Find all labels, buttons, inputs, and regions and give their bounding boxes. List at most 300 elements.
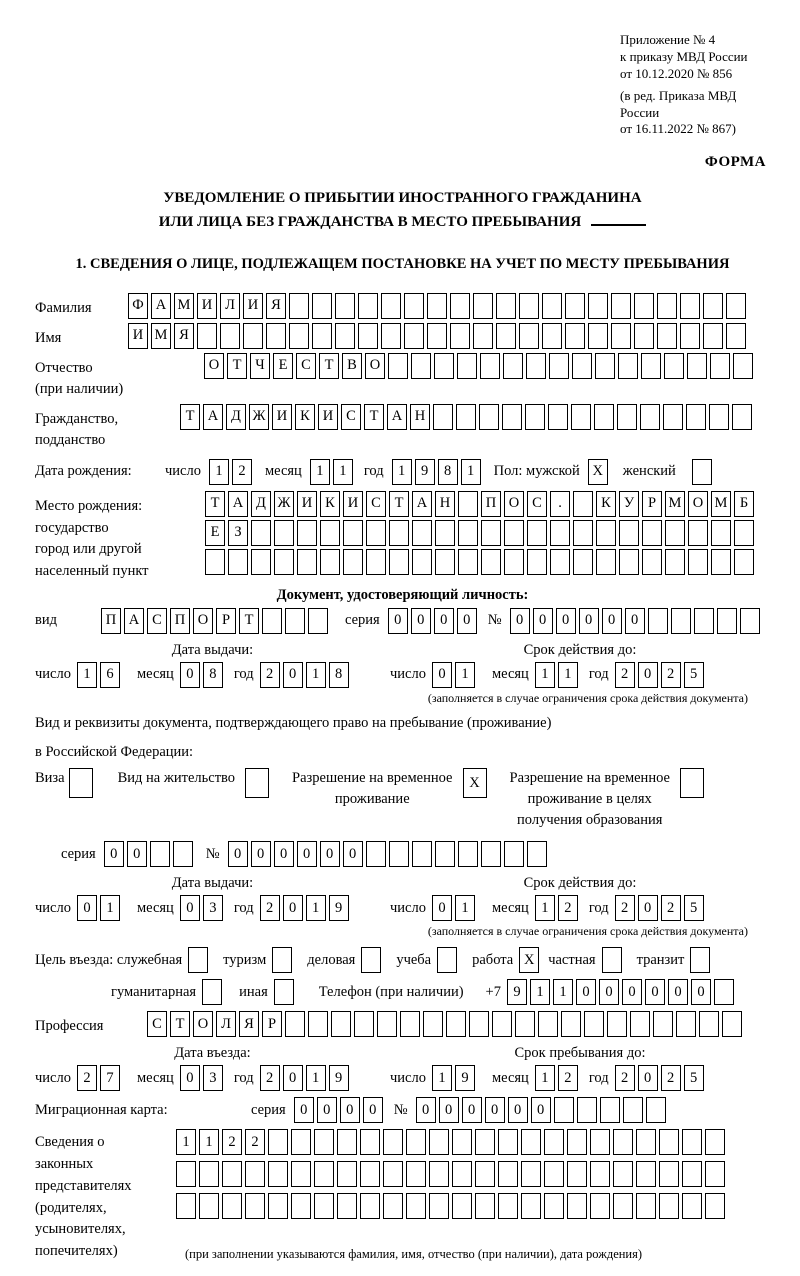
cell[interactable] xyxy=(665,549,685,575)
cell[interactable] xyxy=(600,1097,620,1123)
cell[interactable] xyxy=(611,293,631,319)
cell[interactable]: 0 xyxy=(622,979,642,1005)
cell[interactable]: 1 xyxy=(100,895,120,921)
res-valid-month-input[interactable] xyxy=(535,895,581,921)
cell[interactable]: И xyxy=(318,404,338,430)
cell[interactable] xyxy=(682,1129,702,1155)
cell[interactable]: 2 xyxy=(661,662,681,688)
cell[interactable] xyxy=(571,404,591,430)
cell[interactable]: И xyxy=(272,404,292,430)
cell[interactable]: М xyxy=(174,293,194,319)
cell[interactable]: Р xyxy=(216,608,236,634)
cell[interactable]: 2 xyxy=(232,459,252,485)
cell[interactable]: 9 xyxy=(507,979,527,1005)
cell[interactable] xyxy=(268,1129,288,1155)
cell[interactable] xyxy=(331,1011,351,1037)
cell[interactable]: Б xyxy=(734,491,754,517)
cell[interactable]: 0 xyxy=(668,979,688,1005)
res-number-input[interactable] xyxy=(228,841,550,867)
cell[interactable] xyxy=(636,1161,656,1187)
cell[interactable] xyxy=(343,549,363,575)
cell[interactable]: 0 xyxy=(485,1097,505,1123)
cell[interactable]: 0 xyxy=(251,841,271,867)
cell[interactable]: 0 xyxy=(320,841,340,867)
cell[interactable] xyxy=(435,549,455,575)
cell[interactable] xyxy=(618,353,638,379)
cell[interactable] xyxy=(220,323,240,349)
cell[interactable] xyxy=(452,1161,472,1187)
cell[interactable]: С xyxy=(296,353,316,379)
cell[interactable] xyxy=(360,1129,380,1155)
cell[interactable]: 0 xyxy=(180,662,200,688)
cell[interactable] xyxy=(686,404,706,430)
cell[interactable]: 0 xyxy=(317,1097,337,1123)
birthplace-input-row-3[interactable] xyxy=(205,549,757,575)
cell[interactable]: Т xyxy=(239,608,259,634)
cell[interactable]: Д xyxy=(251,491,271,517)
purpose-work-checkbox[interactable] xyxy=(519,947,542,973)
cell[interactable] xyxy=(602,947,622,973)
cell[interactable]: 1 xyxy=(209,459,229,485)
cell[interactable] xyxy=(354,1011,374,1037)
cell[interactable]: 0 xyxy=(432,895,452,921)
cell[interactable] xyxy=(335,293,355,319)
cell[interactable]: 0 xyxy=(579,608,599,634)
cell[interactable] xyxy=(714,979,734,1005)
cell[interactable]: С xyxy=(366,491,386,517)
cell[interactable] xyxy=(274,520,294,546)
cell[interactable]: X xyxy=(588,459,608,485)
cell[interactable]: 0 xyxy=(625,608,645,634)
cell[interactable] xyxy=(297,520,317,546)
cell[interactable] xyxy=(314,1129,334,1155)
cell[interactable] xyxy=(527,549,547,575)
cell[interactable] xyxy=(496,293,516,319)
cell[interactable] xyxy=(642,549,662,575)
cell[interactable]: 0 xyxy=(77,895,97,921)
cell[interactable] xyxy=(634,323,654,349)
cell[interactable] xyxy=(694,608,714,634)
cell[interactable]: 1 xyxy=(310,459,330,485)
cell[interactable]: 2 xyxy=(615,1065,635,1091)
doc-issue-month-input[interactable] xyxy=(180,662,226,688)
cell[interactable] xyxy=(653,1011,673,1037)
cell[interactable]: И xyxy=(343,491,363,517)
cell[interactable]: Ч xyxy=(250,353,270,379)
cell[interactable]: 1 xyxy=(558,662,578,688)
cell[interactable] xyxy=(573,491,593,517)
cell[interactable] xyxy=(607,1011,627,1037)
cell[interactable]: 2 xyxy=(558,895,578,921)
cell[interactable] xyxy=(199,1161,219,1187)
cell[interactable]: 0 xyxy=(274,841,294,867)
cell[interactable] xyxy=(538,1011,558,1037)
cell[interactable]: И xyxy=(128,323,148,349)
cell[interactable] xyxy=(473,293,493,319)
cell[interactable]: А xyxy=(203,404,223,430)
cell[interactable] xyxy=(427,323,447,349)
cell[interactable]: 2 xyxy=(260,662,280,688)
cell[interactable] xyxy=(285,1011,305,1037)
purpose-transit-checkbox[interactable] xyxy=(690,947,713,973)
cell[interactable] xyxy=(458,841,478,867)
cell[interactable] xyxy=(457,353,477,379)
cell[interactable]: 1 xyxy=(553,979,573,1005)
cell[interactable]: Л xyxy=(220,293,240,319)
cell[interactable] xyxy=(734,520,754,546)
cell[interactable]: Н xyxy=(435,491,455,517)
cell[interactable]: 9 xyxy=(455,1065,475,1091)
cell[interactable] xyxy=(521,1129,541,1155)
cell[interactable] xyxy=(717,608,737,634)
cell[interactable] xyxy=(504,841,524,867)
cell[interactable] xyxy=(377,1011,397,1037)
cell[interactable] xyxy=(663,404,683,430)
cell[interactable] xyxy=(481,520,501,546)
res-valid-day-input[interactable] xyxy=(432,895,478,921)
cell[interactable]: 0 xyxy=(104,841,124,867)
cell[interactable] xyxy=(289,293,309,319)
cell[interactable]: И xyxy=(197,293,217,319)
sex-female-checkbox[interactable] xyxy=(692,459,715,485)
cell[interactable]: С xyxy=(147,1011,167,1037)
cell[interactable]: 0 xyxy=(388,608,408,634)
purpose-business-checkbox[interactable] xyxy=(188,947,211,973)
cell[interactable] xyxy=(289,323,309,349)
cell[interactable] xyxy=(274,549,294,575)
cell[interactable]: О xyxy=(193,1011,213,1037)
cell[interactable] xyxy=(437,947,457,973)
cell[interactable] xyxy=(314,1193,334,1219)
cell[interactable]: 0 xyxy=(432,662,452,688)
cell[interactable]: 0 xyxy=(283,895,303,921)
cell[interactable]: О xyxy=(365,353,385,379)
cell[interactable] xyxy=(389,841,409,867)
cell[interactable] xyxy=(584,1011,604,1037)
cell[interactable] xyxy=(291,1193,311,1219)
cell[interactable] xyxy=(519,293,539,319)
cell[interactable] xyxy=(542,323,562,349)
cell[interactable]: 0 xyxy=(508,1097,528,1123)
cell[interactable] xyxy=(429,1193,449,1219)
cell[interactable]: 1 xyxy=(455,662,475,688)
cell[interactable]: О xyxy=(193,608,213,634)
cell[interactable] xyxy=(634,293,654,319)
cell[interactable] xyxy=(481,549,501,575)
cell[interactable] xyxy=(687,353,707,379)
cell[interactable] xyxy=(619,520,639,546)
cell[interactable] xyxy=(434,353,454,379)
cell[interactable]: 1 xyxy=(77,662,97,688)
cell[interactable] xyxy=(496,323,516,349)
cell[interactable] xyxy=(475,1161,495,1187)
cell[interactable]: 1 xyxy=(306,895,326,921)
cell[interactable]: 0 xyxy=(283,662,303,688)
cell[interactable]: 1 xyxy=(176,1129,196,1155)
cell[interactable] xyxy=(251,520,271,546)
cell[interactable]: 8 xyxy=(438,459,458,485)
cell[interactable]: 0 xyxy=(531,1097,551,1123)
cell[interactable] xyxy=(550,549,570,575)
cell[interactable] xyxy=(337,1193,357,1219)
cell[interactable] xyxy=(429,1161,449,1187)
cell[interactable]: О xyxy=(688,491,708,517)
cell[interactable]: 0 xyxy=(297,841,317,867)
cell[interactable]: 8 xyxy=(203,662,223,688)
birth-day-input[interactable] xyxy=(209,459,255,485)
cell[interactable]: 6 xyxy=(100,662,120,688)
cell[interactable] xyxy=(335,323,355,349)
cell[interactable] xyxy=(199,1193,219,1219)
cell[interactable] xyxy=(565,323,585,349)
cell[interactable] xyxy=(642,520,662,546)
temp-residence-checkbox[interactable] xyxy=(463,768,490,798)
cell[interactable]: В xyxy=(342,353,362,379)
cell[interactable] xyxy=(550,520,570,546)
cell[interactable]: М xyxy=(151,323,171,349)
representatives-input-row-3[interactable] xyxy=(176,1193,728,1219)
cell[interactable]: 0 xyxy=(576,979,596,1005)
cell[interactable]: Т xyxy=(389,491,409,517)
cell[interactable]: И xyxy=(297,491,317,517)
cell[interactable] xyxy=(383,1129,403,1155)
cell[interactable] xyxy=(544,1161,564,1187)
cell[interactable] xyxy=(481,841,501,867)
cell[interactable]: А xyxy=(151,293,171,319)
cell[interactable]: 1 xyxy=(455,895,475,921)
cell[interactable]: 2 xyxy=(615,895,635,921)
cell[interactable] xyxy=(433,404,453,430)
sex-male-checkbox[interactable] xyxy=(588,459,611,485)
cell[interactable]: X xyxy=(519,947,539,973)
cell[interactable] xyxy=(617,404,637,430)
cell[interactable] xyxy=(360,1161,380,1187)
cell[interactable] xyxy=(222,1193,242,1219)
cell[interactable] xyxy=(308,1011,328,1037)
cell[interactable] xyxy=(664,353,684,379)
cell[interactable] xyxy=(688,549,708,575)
cell[interactable] xyxy=(268,1161,288,1187)
mig-number-input[interactable] xyxy=(416,1097,669,1123)
cell[interactable] xyxy=(314,1161,334,1187)
cell[interactable] xyxy=(611,323,631,349)
cell[interactable]: 2 xyxy=(615,662,635,688)
cell[interactable]: 9 xyxy=(329,895,349,921)
cell[interactable] xyxy=(659,1129,679,1155)
cell[interactable] xyxy=(657,323,677,349)
stay-day-input[interactable] xyxy=(432,1065,478,1091)
cell[interactable] xyxy=(458,491,478,517)
cell[interactable] xyxy=(381,293,401,319)
cell[interactable]: М xyxy=(665,491,685,517)
cell[interactable]: Я xyxy=(239,1011,259,1037)
cell[interactable] xyxy=(297,549,317,575)
cell[interactable] xyxy=(205,549,225,575)
cell[interactable] xyxy=(450,323,470,349)
cell[interactable]: Н xyxy=(410,404,430,430)
cell[interactable] xyxy=(458,549,478,575)
cell[interactable] xyxy=(525,404,545,430)
cell[interactable] xyxy=(308,608,328,634)
cell[interactable] xyxy=(245,1193,265,1219)
cell[interactable] xyxy=(389,549,409,575)
cell[interactable] xyxy=(243,323,263,349)
cell[interactable]: 3 xyxy=(203,895,223,921)
cell[interactable] xyxy=(266,323,286,349)
cell[interactable] xyxy=(274,979,294,1005)
cell[interactable]: 5 xyxy=(684,662,704,688)
cell[interactable]: У xyxy=(619,491,639,517)
cell[interactable] xyxy=(406,1161,426,1187)
res-valid-year-input[interactable] xyxy=(615,895,707,921)
cell[interactable]: 0 xyxy=(510,608,530,634)
cell[interactable] xyxy=(291,1129,311,1155)
cell[interactable]: 0 xyxy=(645,979,665,1005)
cell[interactable] xyxy=(197,323,217,349)
cell[interactable] xyxy=(320,520,340,546)
doc-issue-year-input[interactable] xyxy=(260,662,352,688)
cell[interactable]: 1 xyxy=(530,979,550,1005)
cell[interactable] xyxy=(412,549,432,575)
doc-valid-year-input[interactable] xyxy=(615,662,707,688)
purpose-other-checkbox[interactable] xyxy=(274,979,297,1005)
cell[interactable]: Т xyxy=(364,404,384,430)
cell[interactable]: П xyxy=(101,608,121,634)
cell[interactable] xyxy=(291,1161,311,1187)
representatives-input-row-2[interactable] xyxy=(176,1161,728,1187)
cell[interactable] xyxy=(573,549,593,575)
cell[interactable] xyxy=(519,323,539,349)
res-issue-month-input[interactable] xyxy=(180,895,226,921)
cell[interactable] xyxy=(521,1161,541,1187)
cell[interactable]: Л xyxy=(216,1011,236,1037)
cell[interactable] xyxy=(641,353,661,379)
cell[interactable]: 2 xyxy=(558,1065,578,1091)
birthplace-input-row-1[interactable] xyxy=(205,491,757,517)
cell[interactable] xyxy=(458,520,478,546)
cell[interactable]: 0 xyxy=(533,608,553,634)
cell[interactable] xyxy=(475,1129,495,1155)
cell[interactable] xyxy=(703,293,723,319)
cell[interactable]: 1 xyxy=(333,459,353,485)
cell[interactable] xyxy=(573,520,593,546)
cell[interactable] xyxy=(176,1161,196,1187)
doc-number-input[interactable] xyxy=(510,608,763,634)
cell[interactable] xyxy=(722,1011,742,1037)
cell[interactable]: 3 xyxy=(203,1065,223,1091)
cell[interactable]: . xyxy=(550,491,570,517)
cell[interactable]: О xyxy=(504,491,524,517)
cell[interactable] xyxy=(503,353,523,379)
cell[interactable] xyxy=(733,353,753,379)
cell[interactable]: 0 xyxy=(434,608,454,634)
cell[interactable] xyxy=(272,947,292,973)
cell[interactable] xyxy=(268,1193,288,1219)
cell[interactable] xyxy=(337,1129,357,1155)
cell[interactable] xyxy=(703,323,723,349)
cell[interactable] xyxy=(705,1193,725,1219)
cell[interactable] xyxy=(699,1011,719,1037)
cell[interactable] xyxy=(412,520,432,546)
cell[interactable]: 0 xyxy=(228,841,248,867)
cell[interactable] xyxy=(711,520,731,546)
cell[interactable]: Ж xyxy=(274,491,294,517)
cell[interactable] xyxy=(705,1161,725,1187)
cell[interactable] xyxy=(726,293,746,319)
cell[interactable] xyxy=(588,293,608,319)
cell[interactable] xyxy=(572,353,592,379)
cell[interactable] xyxy=(526,353,546,379)
cell[interactable] xyxy=(366,841,386,867)
cell[interactable] xyxy=(527,841,547,867)
cell[interactable] xyxy=(726,323,746,349)
cell[interactable]: К xyxy=(295,404,315,430)
cell[interactable]: Р xyxy=(642,491,662,517)
cell[interactable]: К xyxy=(320,491,340,517)
purpose-study-checkbox[interactable] xyxy=(437,947,460,973)
cell[interactable]: 1 xyxy=(535,1065,555,1091)
cell[interactable]: И xyxy=(243,293,263,319)
cell[interactable] xyxy=(320,549,340,575)
cell[interactable] xyxy=(411,353,431,379)
cell[interactable] xyxy=(590,1193,610,1219)
cell[interactable]: 0 xyxy=(457,608,477,634)
cell[interactable] xyxy=(680,768,704,798)
cell[interactable] xyxy=(596,520,616,546)
cell[interactable] xyxy=(389,520,409,546)
entry-day-input[interactable] xyxy=(77,1065,123,1091)
name-input[interactable] xyxy=(128,323,749,349)
cell[interactable]: 0 xyxy=(556,608,576,634)
cell[interactable] xyxy=(688,520,708,546)
patronymic-input[interactable] xyxy=(204,353,756,379)
cell[interactable]: А xyxy=(228,491,248,517)
cell[interactable] xyxy=(544,1129,564,1155)
cell[interactable] xyxy=(498,1161,518,1187)
cell[interactable]: 1 xyxy=(432,1065,452,1091)
cell[interactable] xyxy=(590,1129,610,1155)
cell[interactable]: Е xyxy=(273,353,293,379)
cell[interactable] xyxy=(173,841,193,867)
cell[interactable]: С xyxy=(341,404,361,430)
cell[interactable] xyxy=(596,549,616,575)
cell[interactable]: 0 xyxy=(411,608,431,634)
cell[interactable] xyxy=(671,608,691,634)
cell[interactable]: 8 xyxy=(329,662,349,688)
cell[interactable] xyxy=(710,353,730,379)
cell[interactable] xyxy=(561,1011,581,1037)
purpose-private-checkbox[interactable] xyxy=(602,947,625,973)
cell[interactable] xyxy=(452,1193,472,1219)
cell[interactable] xyxy=(358,323,378,349)
cell[interactable]: 0 xyxy=(638,1065,658,1091)
cell[interactable]: С xyxy=(147,608,167,634)
cell[interactable] xyxy=(251,549,271,575)
cell[interactable] xyxy=(383,1161,403,1187)
cell[interactable]: 0 xyxy=(340,1097,360,1123)
cell[interactable] xyxy=(285,608,305,634)
cell[interactable] xyxy=(709,404,729,430)
birth-year-input[interactable] xyxy=(392,459,484,485)
representatives-input-row-1[interactable] xyxy=(176,1129,728,1155)
cell[interactable] xyxy=(549,353,569,379)
cell[interactable]: 1 xyxy=(306,1065,326,1091)
cell[interactable] xyxy=(542,293,562,319)
doc-type-input[interactable] xyxy=(101,608,331,634)
cell[interactable] xyxy=(427,293,447,319)
residence-permit-checkbox[interactable] xyxy=(245,768,272,798)
cell[interactable] xyxy=(406,1129,426,1155)
